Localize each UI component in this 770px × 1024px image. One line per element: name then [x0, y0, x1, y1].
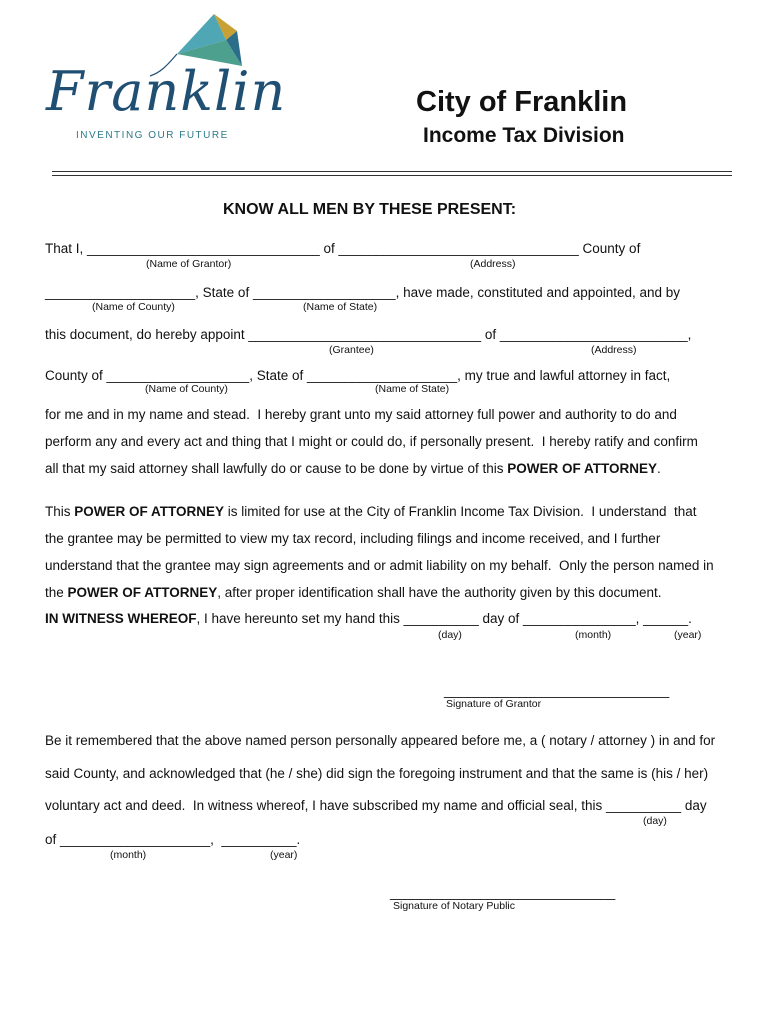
- caption-address: (Address): [470, 258, 516, 270]
- paragraph-line: perform any and every act and thing that I might or could do, if personally present. I hereby ratify and confirm: [45, 434, 698, 449]
- poa-term: POWER OF ATTORNEY: [74, 504, 225, 519]
- paragraph-text: This: [45, 504, 75, 519]
- paragraph-line: [45, 504, 697, 519]
- witness-line: [45, 611, 692, 626]
- header-divider: [52, 171, 732, 172]
- caption-month: (month): [575, 629, 612, 641]
- caption-state: (Name of State): [375, 383, 450, 395]
- caption-signature-notary: Signature of Notary Public: [393, 900, 515, 912]
- witness-heading: IN WITNESS WHEREOF: [45, 611, 197, 626]
- page-title: City of Franklin: [416, 86, 628, 118]
- form-line-grantee: this document, do hereby appoint _______________________________ of _________________________,: [45, 327, 692, 342]
- paragraph-line: the grantee may be permitted to view my tax record, including filings and income received, and I further: [45, 531, 661, 546]
- caption-day: (day): [438, 629, 462, 641]
- paragraph-text: , after proper identification shall have the authority given by this document.: [217, 585, 662, 600]
- caption-signature-grantor: Signature of Grantor: [446, 698, 542, 710]
- form-line-grantor: That I, _______________________________ of ________________________________ County of: [45, 241, 641, 256]
- notary-date-line: of ____________________, __________.: [45, 832, 301, 847]
- page-subtitle: Income Tax Division: [423, 124, 625, 147]
- paragraph-text: all that my said attorney shall lawfully do or cause to be done by virtue of this: [45, 461, 508, 476]
- caption-day: (day): [643, 815, 667, 827]
- paragraph-line: understand that the grantee may sign agreements and or admit liability on my behalf. Only the person named in: [45, 558, 714, 573]
- poa-term: POWER OF ATTORNEY: [507, 461, 658, 476]
- poa-term: POWER OF ATTORNEY: [67, 585, 218, 600]
- paragraph-line: [45, 585, 662, 600]
- document-heading: KNOW ALL MEN BY THESE PRESENT:: [223, 201, 517, 218]
- paragraph-text: is limited for use at the City of Franklin Income Tax Division. I understand that: [224, 504, 697, 519]
- caption-address: (Address): [591, 344, 637, 356]
- form-line-grantee-county: County of ___________________, State of ____________________, my true and lawful attorney in fact,: [45, 368, 671, 383]
- form-line-county-state: ____________________, State of ___________________, have made, constituted and appointed, and by: [45, 285, 681, 300]
- caption-year: (year): [674, 629, 702, 641]
- paragraph-text: the: [45, 585, 68, 600]
- logo-wordmark: Franklin: [46, 60, 287, 123]
- franklin-logo: [40, 6, 310, 146]
- caption-year: (year): [270, 849, 298, 861]
- logo-tagline: INVENTING OUR FUTURE: [76, 130, 229, 141]
- paragraph-line: for me and in my name and stead. I hereby grant unto my said attorney full power and authority to do and: [45, 407, 677, 422]
- caption-county: (Name of County): [92, 301, 175, 313]
- caption-grantor-name: (Name of Grantor): [146, 258, 232, 270]
- paragraph-text: .: [657, 461, 661, 476]
- header-divider: [52, 175, 732, 176]
- paragraph-text: , I have hereunto set my hand this __________ day of _______________, ______.: [196, 611, 692, 626]
- paragraph-line: said County, and acknowledged that (he / she) did sign the foregoing instrument and that the same is (his / her): [45, 766, 709, 781]
- caption-state: (Name of State): [303, 301, 378, 313]
- caption-grantee: (Grantee): [329, 344, 374, 356]
- paragraph-line: voluntary act and deed. In witness whereof, I have subscribed my name and official seal, this __________ day: [45, 798, 707, 813]
- paragraph-line: Be it remembered that the above named person personally appeared before me, a ( notary / attorney ) in and for: [45, 733, 716, 748]
- caption-month: (month): [110, 849, 147, 861]
- notary-signature-line: ______________________________: [390, 885, 616, 900]
- caption-county: (Name of County): [145, 383, 228, 395]
- grantor-signature-line: ______________________________: [444, 683, 670, 698]
- paragraph-line: [45, 461, 661, 476]
